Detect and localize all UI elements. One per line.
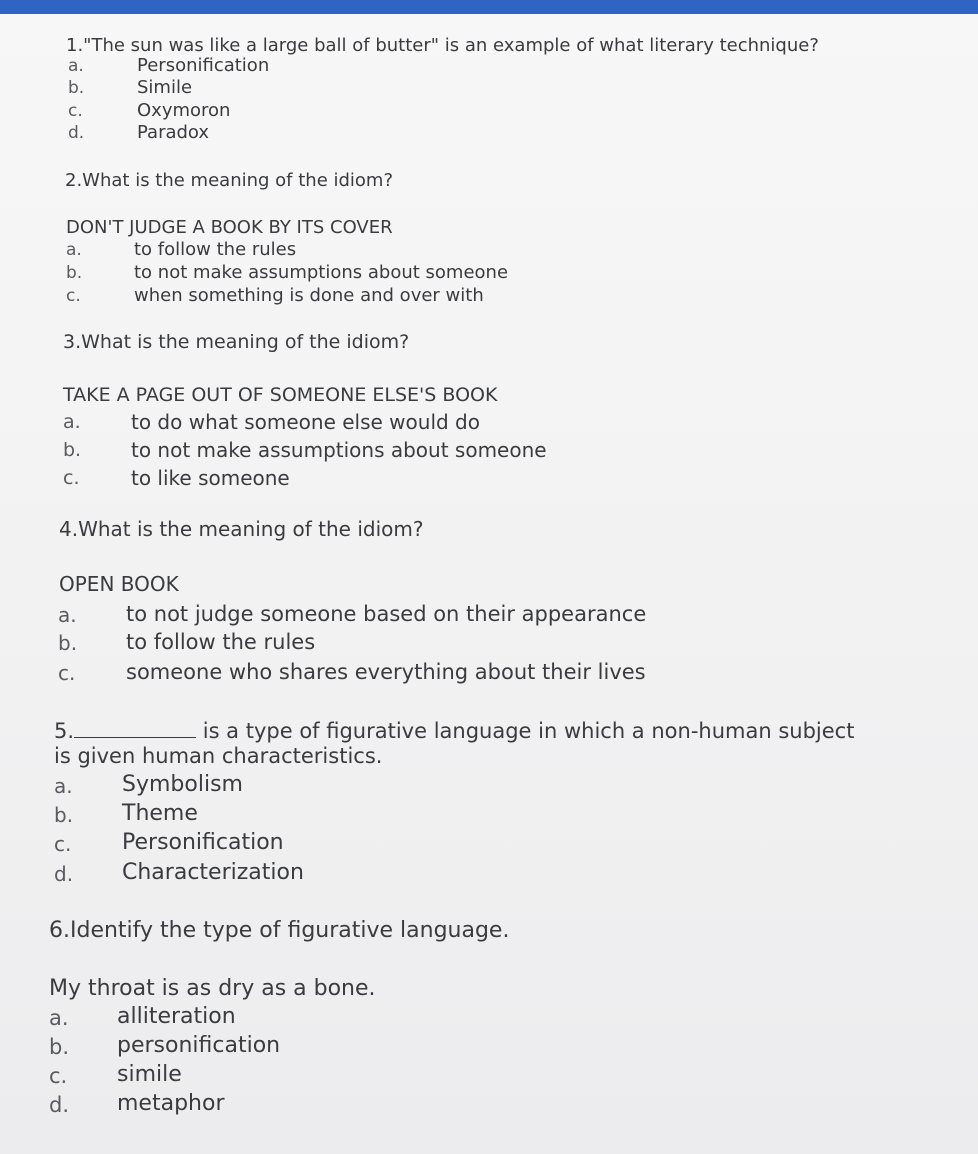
option-letter: c.: [54, 832, 72, 856]
option-text: Personification: [122, 830, 284, 855]
option-text: someone who shares everything about their lives: [126, 660, 646, 684]
option-letter: a.: [66, 240, 82, 260]
option-text: Oxymoron: [137, 100, 231, 121]
option-letter: c.: [66, 286, 81, 306]
option-letter: c.: [49, 1064, 68, 1088]
option-letter: a.: [58, 603, 77, 627]
option-text: Symbolism: [122, 772, 243, 797]
option-letter: c.: [58, 661, 76, 685]
option-letter: b.: [66, 263, 83, 283]
question-5-stem-text: is a type of figurative language in which a non-human subject: [202, 718, 855, 743]
option-letter: d.: [68, 123, 85, 143]
question-6-stem: 6.Identify the type of figurative language.: [49, 918, 510, 943]
option-letter: d.: [49, 1093, 70, 1117]
option-text: Characterization: [122, 860, 304, 885]
question-2-idiom: DON'T JUDGE A BOOK BY ITS COVER: [66, 217, 393, 238]
option-letter: c.: [68, 101, 83, 121]
option-letter: b.: [68, 78, 85, 98]
question-5-stem: [54, 718, 854, 743]
option-text: to like someone: [131, 466, 290, 490]
option-letter: b.: [63, 439, 82, 461]
question-6-sentence: My throat is as dry as a bone.: [49, 976, 376, 1001]
option-text: to not make assumptions about someone: [134, 262, 509, 283]
option-text: alliteration: [117, 1004, 236, 1029]
question-3-stem: 3.What is the meaning of the idiom?: [63, 331, 410, 353]
question-1-stem: 1."The sun was like a large ball of butter" is an example of what literary technique?: [66, 35, 819, 56]
fill-in-blank: [74, 718, 196, 738]
option-text: to not judge someone based on their appearance: [126, 602, 647, 626]
option-letter: a.: [54, 774, 73, 798]
option-text: to follow the rules: [134, 239, 297, 260]
option-text: Personification: [137, 55, 270, 76]
browser-top-bar: [0, 0, 978, 14]
option-letter: d.: [54, 862, 74, 886]
option-text: to do what someone else would do: [131, 410, 480, 434]
option-letter: a.: [63, 411, 81, 433]
option-letter: b.: [58, 631, 78, 655]
option-text: metaphor: [117, 1091, 225, 1116]
question-4-stem: 4.What is the meaning of the idiom?: [59, 517, 424, 541]
option-letter: b.: [54, 803, 74, 827]
question-3-idiom: TAKE A PAGE OUT OF SOMEONE ELSE'S BOOK: [63, 384, 498, 406]
question-2-stem: 2.What is the meaning of the idiom?: [65, 170, 394, 191]
question-4-idiom: OPEN BOOK: [59, 572, 179, 596]
option-text: Paradox: [137, 122, 210, 143]
option-text: to not make assumptions about someone: [131, 438, 547, 462]
question-5-stem-line2: is given human characteristics.: [54, 744, 383, 768]
option-letter: c.: [63, 467, 80, 489]
option-letter: a.: [68, 56, 84, 76]
option-text: Theme: [122, 801, 198, 826]
option-text: when something is done and over with: [134, 285, 484, 306]
question-number: 5.: [54, 718, 75, 743]
option-text: to follow the rules: [126, 630, 316, 654]
option-letter: b.: [49, 1035, 70, 1059]
option-text: simile: [117, 1062, 182, 1087]
option-letter: a.: [49, 1006, 69, 1030]
option-text: personification: [117, 1033, 281, 1058]
option-text: Simile: [137, 77, 193, 98]
